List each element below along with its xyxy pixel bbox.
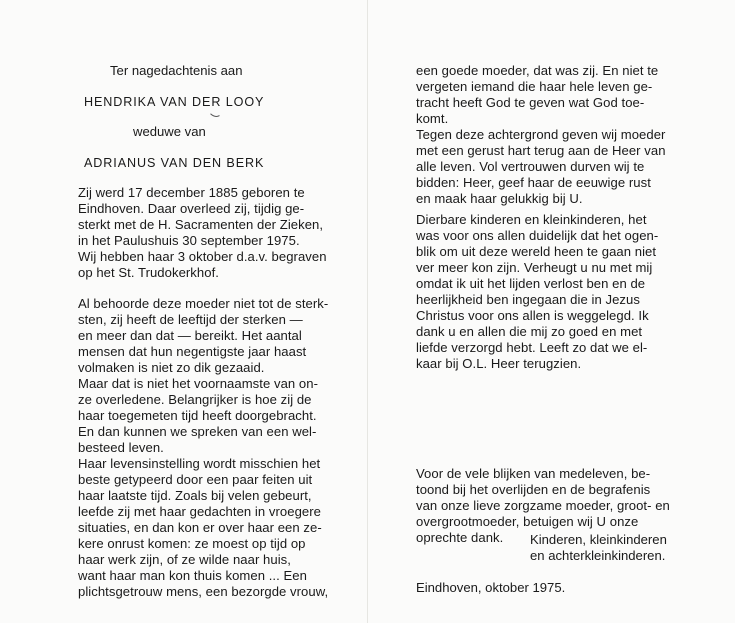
text-line: Christus voor ons allen is weggelegd. Ik <box>416 308 649 323</box>
text-line: sten, zij heeft de leeftijd der sterken — <box>78 312 303 327</box>
text-line: kere onrust komen: ze moest op tijd op <box>78 536 306 551</box>
text-line: overgrootmoeder, betuigen wij U onze <box>416 514 639 529</box>
text-line: omdat ik uit het lijden verlost ben en de <box>416 276 646 291</box>
text-line: bidden: Heer, geef haar de eeuwige rust <box>416 175 651 190</box>
signature-line: Kinderen, kleinkinderen <box>530 532 667 547</box>
text-line: oprechte dank. <box>416 530 504 545</box>
text-line: sterkt met de H. Sacramenten der Zieken, <box>78 217 324 232</box>
text-line: Haar levensinstelling wordt misschien het <box>78 456 321 471</box>
spouse-name: ADRIANUS VAN DEN BERK <box>84 156 265 170</box>
text-line: want haar man kon thuis komen ... Een <box>78 568 307 583</box>
text-line: in het Paulushuis 30 september 1975. <box>78 233 300 248</box>
text-line: liefde verzorgd hebt. Leeft zo dat we el- <box>416 340 648 355</box>
text-line: volmaken is niet zo dik gezaaid. <box>78 360 265 375</box>
text-line: mensen dat hun negentigste jaar haast <box>78 344 307 359</box>
text-line: dank u en allen die mij zo goed en met <box>416 324 643 339</box>
text-line: En dan kunnen we spreken van een wel- <box>78 424 317 439</box>
text-line: Wij hebben haar 3 oktober d.a.v. begraven <box>78 249 327 264</box>
breve-mark <box>210 113 220 118</box>
text-line: vergeten iemand die haar hele leven ge- <box>416 79 653 94</box>
text-line: ver meer kon zijn. Verheugt u nu met mij <box>416 260 653 275</box>
text-line: alle leven. Vol vertrouwen durven wij te <box>416 159 645 174</box>
intro-text: Ter nagedachtenis aan <box>110 63 243 78</box>
text-line: kaar bij O.L. Heer terugzien. <box>416 356 582 371</box>
text-line: heerlijkheid ben ingegaan die in Jezus <box>416 292 640 307</box>
text-line: haar laatste tijd. Zoals bij velen gebeurt, <box>78 488 312 503</box>
text-line: blik om uit deze wereld heen te gaan niet <box>416 244 657 259</box>
text-line: Eindhoven. Daar overleed zij, tijdig ge- <box>78 201 305 216</box>
text-line: beste getypeerd door een paar feiten uit <box>78 472 313 487</box>
deceased-name: HENDRIKA VAN DER LOOY <box>84 95 265 109</box>
text-line: Maar dat is niet het voornaamste van on- <box>78 376 318 391</box>
text-line: komt. <box>416 111 449 126</box>
text-line: en meer dan dat — bereikt. Het aantal <box>78 328 302 343</box>
text-line: Voor de vele blijken van medeleven, be- <box>416 466 651 481</box>
text-line: haar toegemeten tijd heeft doorgebracht. <box>78 408 317 423</box>
text-line: een goede moeder, dat was zij. En niet te <box>416 63 659 78</box>
text-line: situaties, en dan kon er over haar een ze- <box>78 520 322 535</box>
text-line: ze overledene. Belangrijker is hoe zij de <box>78 392 312 407</box>
text-line: met een gerust hart terug aan de Heer van <box>416 143 666 158</box>
text-line: leefde zij met haar gedachten in vroegere <box>78 504 321 519</box>
text-line: plichtsgetrouw mens, een bezorgde vrouw, <box>78 584 329 599</box>
text-line: toond bij het overlijden en de begrafenis <box>416 482 651 497</box>
text-line: en maak haar gelukkig bij U. <box>416 191 583 206</box>
text-line: van onze lieve zorgzame moeder, groot- en <box>416 498 670 513</box>
text-line: Tegen deze achtergrond geven wij moeder <box>416 127 666 142</box>
text-line: was voor ons allen duidelijk dat het ogen- <box>416 228 659 243</box>
text-line: haar werk zijn, of ze wilde naar huis, <box>78 552 291 567</box>
text-line: tracht heeft God te geven wat God toe- <box>416 95 645 110</box>
text-line: Dierbare kinderen en kleinkinderen, het <box>416 212 647 227</box>
text-line: op het St. Trudokerkhof. <box>78 265 219 280</box>
fold-line <box>367 0 368 623</box>
text-line: besteed leven. <box>78 440 164 455</box>
signature-line: en achterkleinkinderen. <box>530 548 666 563</box>
relation-text: weduwe van <box>133 124 206 139</box>
text-line: Al behoorde deze moeder niet tot de sterk- <box>78 296 329 311</box>
text-line: Zij werd 17 december 1885 geboren te <box>78 185 305 200</box>
place-date: Eindhoven, oktober 1975. <box>416 580 566 595</box>
